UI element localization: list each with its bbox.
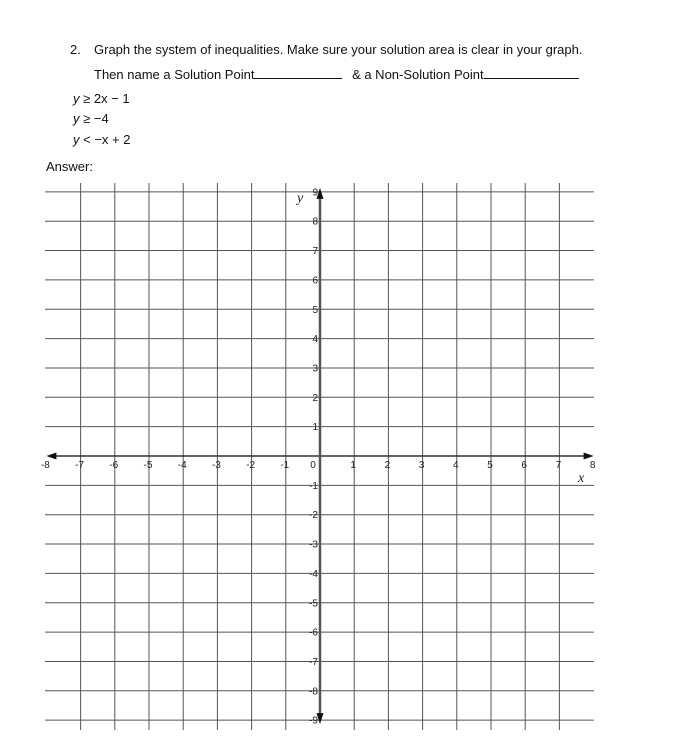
x-tick-label: -8	[40, 460, 50, 471]
question-number: 2.	[70, 42, 81, 57]
x-axis-left-arrow-icon	[46, 453, 56, 460]
y-tick-label: 5	[312, 304, 318, 316]
x-axis-right-arrow-icon	[584, 453, 594, 460]
question-text: Graph the system of inequalities. Make sure your solution area is clear in your graph.	[94, 42, 583, 57]
answer-label: Answer:	[46, 159, 93, 174]
x-tick-label: -4	[177, 460, 187, 471]
y-tick-label: 4	[312, 334, 318, 346]
ineq-lhs: y	[73, 91, 80, 106]
y-tick-label: 7	[312, 246, 318, 258]
y-tick-label: 6	[312, 275, 318, 287]
y-tick-label: 9	[312, 187, 318, 199]
x-tick-label: -1	[280, 460, 290, 471]
solution-point-label: Then name a Solution Point	[94, 67, 255, 82]
ineq-rhs: −4	[93, 111, 109, 126]
x-tick-label: 0	[310, 460, 316, 471]
x-tick-label: 1	[350, 460, 356, 471]
x-tick-label: -5	[143, 460, 153, 471]
y-tick-label: -8	[309, 686, 318, 698]
x-tick-label: 6	[521, 460, 527, 471]
y-tick-label: -4	[309, 568, 318, 580]
non-solution-point-label: & a Non-Solution Point	[352, 67, 484, 82]
y-tick-label: -7	[309, 656, 318, 668]
y-tick-label: -6	[309, 627, 318, 639]
ineq-lhs: y	[73, 132, 80, 147]
x-axis-label: x	[578, 471, 585, 486]
y-tick-label: -1	[309, 480, 318, 492]
x-tick-label: 2	[384, 460, 391, 471]
y-tick-label: 1	[312, 422, 318, 434]
y-tick-label: -9	[309, 715, 318, 727]
y-tick-label: -3	[309, 539, 318, 551]
x-tick-label: 7	[555, 460, 562, 471]
x-tick-label: -3	[211, 460, 221, 471]
x-tick-label: 3	[418, 460, 425, 471]
ineq-rhs: 2x − 1	[93, 91, 130, 106]
ineq-op: ≥	[83, 111, 91, 126]
ineq-op: <	[83, 132, 91, 147]
y-tick-label: -5	[309, 598, 318, 610]
x-tick-label: -6	[109, 460, 119, 471]
x-tick-label: 5	[487, 460, 493, 471]
x-tick-label: -2	[246, 460, 256, 471]
ineq-rhs: −x + 2	[94, 132, 131, 147]
x-tick-label: 4	[453, 460, 459, 471]
ineq-op: ≥	[83, 91, 91, 106]
y-tick-label: 2	[312, 392, 318, 404]
x-tick-label: 8	[589, 460, 596, 471]
y-tick-label: 3	[312, 363, 318, 375]
ineq-lhs: y	[73, 111, 80, 126]
x-tick-label: -7	[75, 460, 85, 471]
y-tick-label: -2	[309, 510, 318, 522]
y-axis-label: y	[297, 191, 304, 206]
y-tick-label: 8	[312, 216, 318, 228]
